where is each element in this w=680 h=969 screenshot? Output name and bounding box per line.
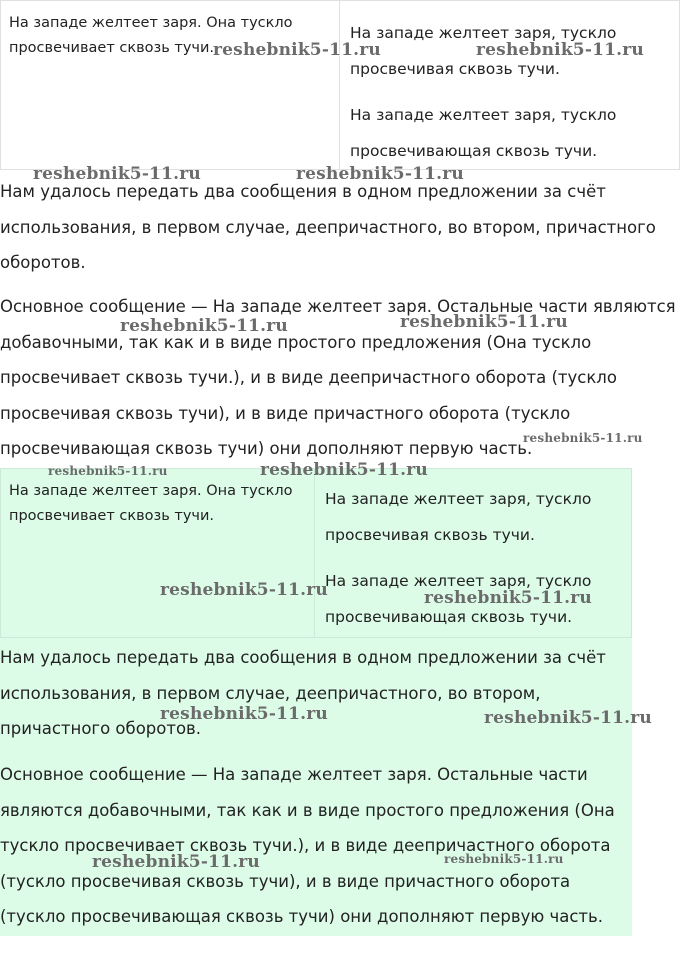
watermark: reshebnik5-11.ru <box>484 708 652 728</box>
table-2-left-cell <box>1 469 315 637</box>
table-2-gerund-variant: На западе желтеет заря, тускло просвечивая сквозь тучи. <box>325 490 592 544</box>
watermark: reshebnik5-11.ru <box>260 460 428 480</box>
table-1-gerund-variant: На западе желтеет заря, тускло просвечивая сквозь тучи. <box>350 24 617 78</box>
watermark: reshebnik5-11.ru <box>523 431 643 445</box>
comparison-table-2 <box>0 468 632 638</box>
explanation-paragraph-2: Основное сообщение — На западе желтеет заря. Остальные части являются добавочными, так как и в виде простого предложения (Она тускло просвечивает сквозь тучи.), и в виде деепричастного оборота (тускло просвечивая сквозь тучи), и в виде причастного оборота (тускло просвечивающая сквозь тучи) они дополняют первую часть. <box>0 297 676 458</box>
table-2-right-cell <box>315 469 631 637</box>
explanation-paragraph-1: Нам удалось передать два сообщения в одном предложении за счёт использования, в первом случае, деепричастного, во втором, причастного оборотов. <box>0 182 656 272</box>
watermark: reshebnik5-11.ru <box>296 164 464 184</box>
table-1-original-sentence: На западе желтеет заря. Она тускло просвечивает сквозь тучи. <box>9 15 293 56</box>
table-2-original-sentence: На западе желтеет заря. Она тускло просвечивает сквозь тучи. <box>9 483 293 524</box>
watermark: reshebnik5-11.ru <box>160 704 328 724</box>
table-1-participle-variant: На западе желтеет заря, тускло просвечивающая сквозь тучи. <box>350 106 617 160</box>
explanation-paragraph-3: Нам удалось передать два сообщения в одном предложении за счёт использования, в первом случае, деепричастного, во втором, причастного оборотов. <box>0 648 606 738</box>
watermark: reshebnik5-11.ru <box>400 312 568 332</box>
comparison-table-1 <box>0 0 680 170</box>
watermark: reshebnik5-11.ru <box>33 164 201 184</box>
watermark: reshebnik5-11.ru <box>160 580 328 600</box>
watermark: reshebnik5-11.ru <box>92 852 260 872</box>
table-1-right-cell <box>340 1 679 169</box>
watermark: reshebnik5-11.ru <box>120 316 288 336</box>
watermark: reshebnik5-11.ru <box>444 852 564 866</box>
table-2-participle-variant: На западе желтеет заря, тускло просвечивающая сквозь тучи. <box>325 572 592 626</box>
watermark: reshebnik5-11.ru <box>476 40 644 60</box>
explanation-paragraph-4: Основное сообщение — На западе желтеет заря. Остальные части являются добавочными, так как и в виде простого предложения (Она тускло просвечивает сквозь тучи.), и в виде деепричастного оборота (тускло просвечивая сквозь тучи), и в виде причастного оборота (тускло просвечивающая сквозь тучи) они дополняют первую часть. <box>0 765 615 926</box>
watermark: reshebnik5-11.ru <box>213 40 381 60</box>
watermark: reshebnik5-11.ru <box>424 588 592 608</box>
watermark: reshebnik5-11.ru <box>48 464 168 478</box>
table-1-left-cell <box>1 1 340 169</box>
